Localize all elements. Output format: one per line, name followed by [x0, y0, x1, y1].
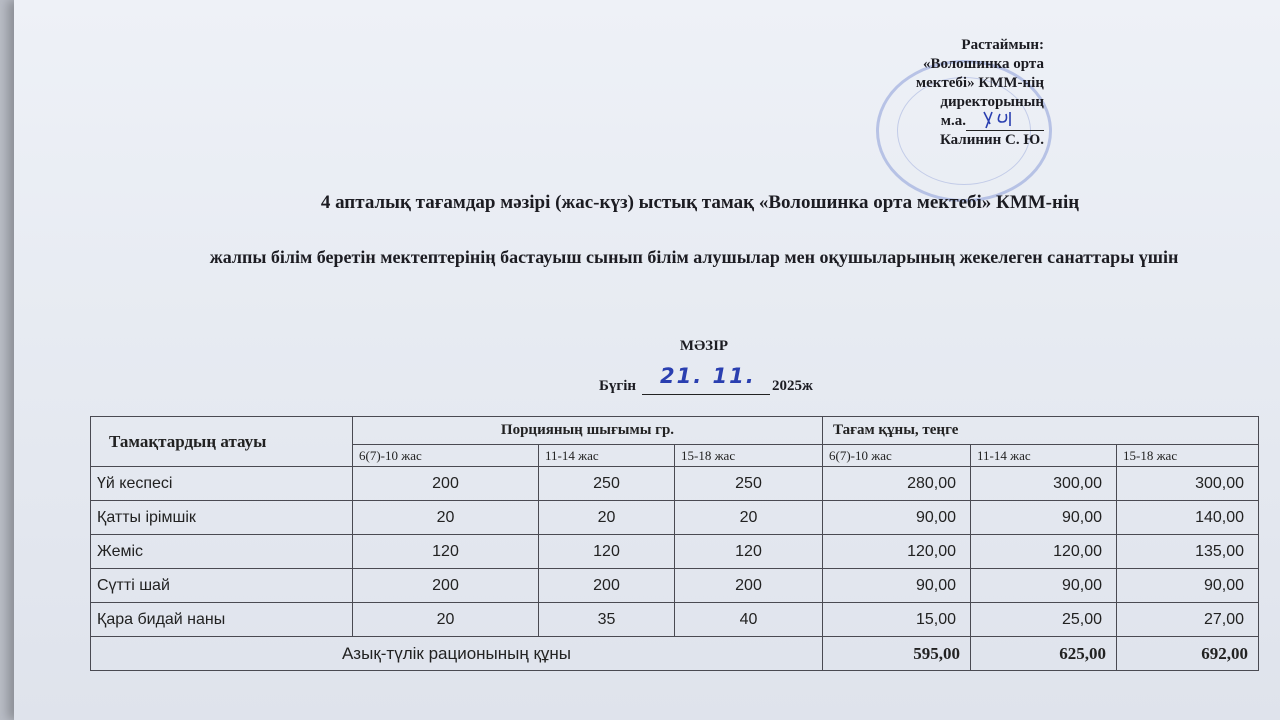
approval-line-5 — [854, 112, 1044, 131]
cost-cell: 280,00 — [823, 467, 971, 501]
table-row — [91, 569, 1259, 603]
menu-main-title: 4 апталық тағамдар мәзірі (жас-күз) ыстық тамақ «Волошинка орта мектебі» КММ-нің — [320, 192, 1080, 213]
date-blank-line — [642, 364, 770, 395]
total-row — [91, 637, 1259, 671]
portion-cell: 200 — [539, 569, 675, 603]
cost-cell: 25,00 — [971, 603, 1117, 637]
cost-cell: 135,00 — [1117, 535, 1259, 569]
approval-line-1: Растаймын: — [961, 37, 1044, 53]
cost-cell: 300,00 — [1117, 467, 1259, 501]
age-header: 6(7)-10 жас — [353, 445, 539, 467]
today-date-line — [599, 364, 813, 395]
portion-cell: 250 — [675, 467, 823, 501]
approval-line-4: директорының — [940, 94, 1044, 110]
dish-name: Қара бидай наны — [91, 603, 353, 637]
portion-cell: 35 — [539, 603, 675, 637]
cost-cell: 140,00 — [1117, 501, 1259, 535]
table-row — [91, 467, 1259, 501]
portion-cell: 120 — [675, 535, 823, 569]
cost-cell: 90,00 — [823, 569, 971, 603]
dish-name: Үй кеспесі — [91, 467, 353, 501]
signature-line — [966, 116, 1044, 131]
cost-cell: 90,00 — [823, 501, 971, 535]
menu-heading: МӘЗІР — [679, 338, 729, 354]
acting-label: м.а. — [940, 113, 966, 129]
handwritten-signature — [980, 108, 1020, 130]
header-dish-name: Тамақтардың атауы — [91, 417, 353, 467]
table-row — [91, 501, 1259, 535]
portion-cell: 40 — [675, 603, 823, 637]
table-row — [91, 535, 1259, 569]
age-header: 6(7)-10 жас — [823, 445, 971, 467]
dish-name: Жеміс — [91, 535, 353, 569]
approval-line-6: Калинин С. Ю. — [939, 132, 1044, 148]
menu-subtitle: жалпы білім беретін мектептерінің бастауыш сынып білім алушылар мен оқушыларының жекелеген санаттары үшін — [209, 247, 1179, 267]
header-cost: Тағам құны, теңге — [823, 417, 1259, 445]
portion-cell: 250 — [539, 467, 675, 501]
portion-cell: 20 — [675, 501, 823, 535]
age-header: 11-14 жас — [971, 445, 1117, 467]
age-header: 15-18 жас — [1117, 445, 1259, 467]
today-year: 2025ж — [772, 378, 813, 394]
header-portion: Порцияның шығымы гр. — [353, 417, 823, 445]
approval-block — [854, 36, 1044, 150]
handwritten-date: 21. 11. — [660, 364, 756, 388]
cost-cell: 90,00 — [971, 569, 1117, 603]
approval-line-3: мектебі» КММ-нің — [915, 75, 1044, 91]
cost-cell: 120,00 — [823, 535, 971, 569]
dish-name: Сүтті шай — [91, 569, 353, 603]
cost-cell: 90,00 — [1117, 569, 1259, 603]
menu-table — [90, 416, 1259, 671]
total-cost: 595,00 — [823, 637, 971, 671]
portion-cell: 200 — [353, 569, 539, 603]
approval-line-2: «Волошинка орта — [922, 56, 1044, 72]
total-cost: 692,00 — [1117, 637, 1259, 671]
total-label: Азық-түлік рационының құны — [91, 637, 823, 671]
total-cost: 625,00 — [971, 637, 1117, 671]
dish-name: Қатты ірімшік — [91, 501, 353, 535]
portion-cell: 20 — [353, 603, 539, 637]
today-label: Бүгін — [599, 378, 637, 394]
cost-cell: 90,00 — [971, 501, 1117, 535]
age-header: 15-18 жас — [675, 445, 823, 467]
portion-cell: 200 — [675, 569, 823, 603]
portion-cell: 20 — [353, 501, 539, 535]
cost-cell: 300,00 — [971, 467, 1117, 501]
portion-cell: 200 — [353, 467, 539, 501]
cost-cell: 120,00 — [971, 535, 1117, 569]
table-row — [91, 603, 1259, 637]
document-page — [14, 0, 1280, 720]
portion-cell: 120 — [353, 535, 539, 569]
cost-cell: 27,00 — [1117, 603, 1259, 637]
portion-cell: 120 — [539, 535, 675, 569]
portion-cell: 20 — [539, 501, 675, 535]
cost-cell: 15,00 — [823, 603, 971, 637]
age-header: 11-14 жас — [539, 445, 675, 467]
